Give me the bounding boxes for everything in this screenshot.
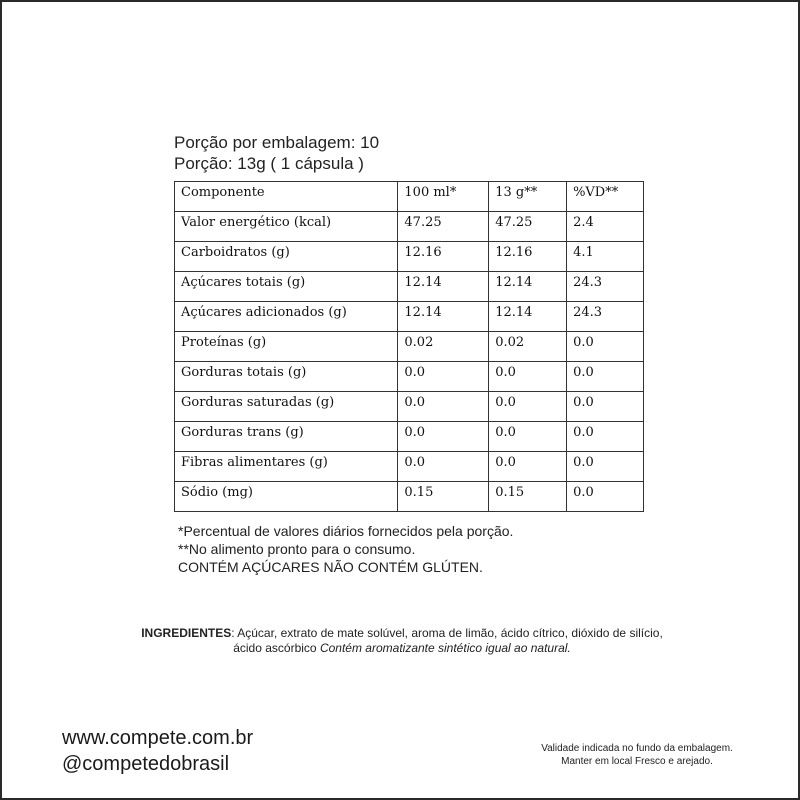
ingredients-label: INGREDIENTES (141, 626, 232, 640)
row-100ml: 12.14 (398, 272, 489, 302)
table-row (175, 212, 644, 242)
storage-note: Manter em local Fresco e arejado. (561, 756, 713, 767)
table-row (175, 272, 644, 302)
row-vd: 0.0 (567, 422, 644, 452)
row-component: Carboidratos (g) (175, 242, 398, 272)
row-100ml: 0.0 (398, 392, 489, 422)
row-component: Proteínas (g) (175, 332, 398, 362)
row-vd: 4.1 (567, 242, 644, 272)
row-100ml: 12.14 (398, 302, 489, 332)
footnote-ready-to-consume: **No alimento pronto para o consumo. (178, 541, 416, 557)
row-component: Gorduras totais (g) (175, 362, 398, 392)
row-100ml: 47.25 (398, 212, 489, 242)
row-13g: 47.25 (489, 212, 567, 242)
allergen-statement: CONTÉM AÇÚCARES NÃO CONTÉM GLÚTEN. (178, 559, 483, 575)
row-component: Açúcares adicionados (g) (175, 302, 398, 332)
table-row (175, 452, 644, 482)
ingredients-text-2: ácido ascórbico (233, 641, 317, 655)
table-row (175, 362, 644, 392)
table-row (175, 392, 644, 422)
row-100ml: 0.0 (398, 422, 489, 452)
row-vd: 0.0 (567, 452, 644, 482)
table-row (175, 302, 644, 332)
table-row (175, 422, 644, 452)
footnotes (178, 522, 513, 576)
row-13g: 0.0 (489, 452, 567, 482)
row-vd: 2.4 (567, 212, 644, 242)
ingredients-line-2 (62, 641, 742, 656)
row-100ml: 0.0 (398, 362, 489, 392)
row-100ml: 0.0 (398, 452, 489, 482)
validity-note: Validade indicada no fundo da embalagem. (541, 743, 733, 754)
table-header-row (175, 182, 644, 212)
row-13g: 0.0 (489, 392, 567, 422)
social-handle[interactable]: @competedobrasil (62, 753, 230, 775)
portion-info (174, 132, 379, 174)
row-vd: 24.3 (567, 302, 644, 332)
row-100ml: 12.16 (398, 242, 489, 272)
row-component: Valor energético (kcal) (175, 212, 398, 242)
row-vd: 0.0 (567, 482, 644, 512)
table-row (175, 482, 644, 512)
row-13g: 0.0 (489, 362, 567, 392)
row-13g: 12.14 (489, 272, 567, 302)
ingredients-block (62, 626, 742, 656)
validity-info (507, 742, 767, 768)
header-13g: 13 g** (489, 182, 567, 212)
row-component: Açúcares totais (g) (175, 272, 398, 302)
row-component: Gorduras saturadas (g) (175, 392, 398, 422)
nutrition-table (174, 181, 644, 512)
header-100ml: 100 ml* (398, 182, 489, 212)
row-13g: 0.02 (489, 332, 567, 362)
row-component: Gorduras trans (g) (175, 422, 398, 452)
row-13g: 0.15 (489, 482, 567, 512)
table-row (175, 332, 644, 362)
row-100ml: 0.15 (398, 482, 489, 512)
portion-per-package: Porção por embalagem: 10 (174, 133, 380, 152)
header-vd: %VD** (567, 182, 644, 212)
ingredients-text: : Açúcar, extrato de mate solúvel, aroma de limão, ácido cítrico, dióxido de silício, (231, 626, 663, 640)
row-vd: 0.0 (567, 362, 644, 392)
row-13g: 12.14 (489, 302, 567, 332)
row-13g: 12.16 (489, 242, 567, 272)
row-component: Fibras alimentares (g) (175, 452, 398, 482)
row-vd: 0.0 (567, 392, 644, 422)
flavoring-note: Contém aromatizante sintético igual ao natural. (319, 641, 571, 655)
portion-size: Porção: 13g ( 1 cápsula ) (174, 154, 364, 173)
website-link[interactable]: www.compete.com.br (62, 727, 254, 749)
table-row (175, 242, 644, 272)
brand-contact (62, 725, 253, 777)
row-vd: 24.3 (567, 272, 644, 302)
header-component: Componente (175, 182, 398, 212)
row-vd: 0.0 (567, 332, 644, 362)
row-component: Sódio (mg) (175, 482, 398, 512)
ingredients-line-1 (62, 626, 742, 641)
row-100ml: 0.02 (398, 332, 489, 362)
footnote-daily-values: *Percentual de valores diários fornecidos pela porção. (178, 523, 514, 539)
row-13g: 0.0 (489, 422, 567, 452)
